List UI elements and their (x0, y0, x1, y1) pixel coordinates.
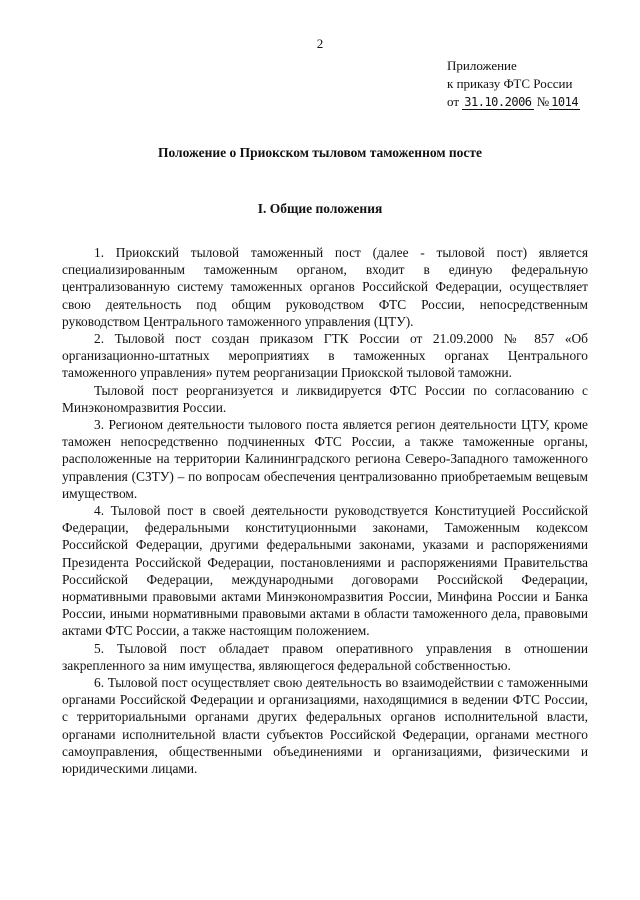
attachment-date-line (447, 93, 580, 111)
order-number: 1014 (551, 95, 579, 109)
date-prefix: от (447, 94, 460, 109)
document-body (62, 244, 588, 777)
paragraph-2: 2. Тыловой пост создан приказом ГТК России от 21.09.2000 № 857 «Об организационно-штатных мероприятиях в таможенных органах Центрального таможенного управления» путем реорганизации Приокской тыловой таможни. (62, 331, 588, 381)
number-sign: № (536, 94, 550, 109)
paragraph-3: 3. Регионом деятельности тылового поста является регион деятельности ЦТУ, кроме таможен непосредственно подчиненных ФТС России, а также таможенные органы, расположенные на территории Калининградского региона Северо-Западного таможенного управления (СЗТУ) – по вопросам обеспечения централизованно приобретаемым вещевым имуществом. (62, 417, 588, 501)
document-title: Положение о Приокском тыловом таможенном посте (157, 145, 483, 160)
paragraph-1: 1. Приокский тыловой таможенный пост (далее - тыловой пост) является специализированным таможенным органом, входит в единую федеральную централизованную систему таможенных органов Российской Федерации, осуществляет свою деятельность под общим руководством ФТС России, непосредственным руководством Центрального таможенного управления (ЦТУ). (62, 245, 588, 329)
attachment-block (447, 57, 580, 111)
section-heading: I. Общие положения (257, 201, 383, 216)
paragraph-5: 5. Тыловой пост обладает правом оперативного управления в отношении закрепленного за ним имущества, являющегося федеральной собственностью. (62, 640, 588, 673)
paragraph-4: 4. Тыловой пост в своей деятельности руководствуется Конституцией Российской Федерации, федеральными конституционными законами, Таможенным кодексом Российской Федерации, другими федеральными законами, указами и распоряжениями Президента Российской Федерации, постановлениями и распоряжениями Правительства Российской Федерации, международными договорами Российской Федерации, нормативными правовыми актами Минэкономразвития России, Минфина России и Банка России, иными нормативными правовыми актами в области таможенного дела, правовыми актами ФТС России, а также настоящим положением. (62, 503, 588, 639)
paragraph-2-continuation: Тыловой пост реорганизуется и ликвидируется ФТС России по согласованию с Минэкономразвития России. (62, 382, 588, 415)
paragraph-6: 6. Тыловой пост осуществляет свою деятельность во взаимодействии с таможенными органами Российской Федерации и организациями, находящимися в ведении ФТС России, с территориальными органами других федеральных органов исполнительной власти, органами исполнительной власти субъектов Российской Федерации, органами местного самоуправления, общественными объединениями и организациями, физическими и юридическими лицами. (62, 675, 588, 777)
attachment-label: Приложение (447, 58, 517, 73)
order-date: 31.10.2006 (464, 95, 532, 109)
page-number: 2 (316, 36, 324, 51)
attachment-order-reference: к приказу ФТС России (447, 76, 573, 91)
